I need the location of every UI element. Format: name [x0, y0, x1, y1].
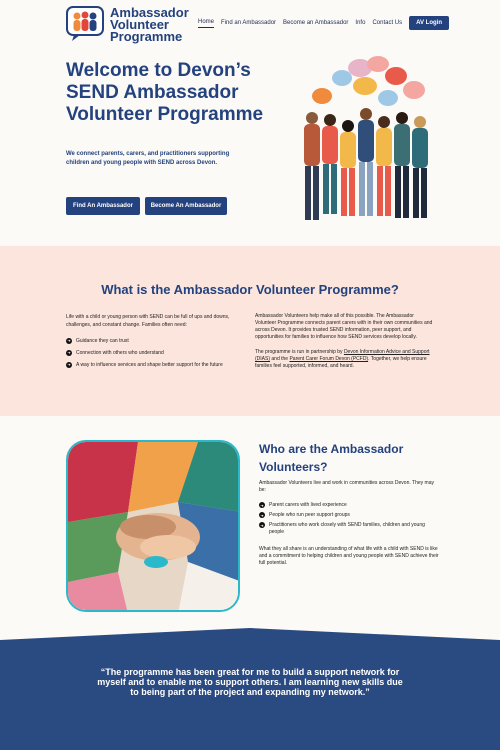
arrow-right-icon: ➜	[260, 502, 264, 508]
nav-become-ambassador[interactable]: Become an Ambassador	[283, 20, 349, 26]
who-title: Who are the Ambassador Volunteers?	[259, 442, 404, 474]
find-ambassador-button[interactable]: Find An Ambassador	[66, 197, 140, 215]
arrow-right-icon: ➜	[67, 338, 71, 343]
list-item: ➜ Practitioners who work closely with SEND families, children and young people	[260, 522, 425, 535]
nav-find-ambassador[interactable]: Find an Ambassador	[221, 20, 277, 26]
who-body	[259, 480, 439, 567]
hands-photo	[66, 440, 240, 612]
hands-together-image	[68, 442, 240, 612]
what-is-left-column	[66, 313, 241, 373]
list-item: ➜ A way to influence services and shape better support for the future	[67, 362, 223, 368]
site-header	[0, 0, 500, 48]
needs-list	[66, 337, 241, 369]
logo-line-1: Ambassador	[110, 5, 189, 20]
pcfd-link[interactable]: Parent Carer Forum Devon (PCFD)	[289, 356, 369, 362]
list-item: ➜ People who run peer support groups	[260, 512, 350, 518]
arrow-right-icon: ➜	[67, 362, 71, 367]
arrow-right-icon: ➜	[260, 512, 264, 518]
what-is-paragraph-2: The programme is run in partnership by Devon Information Advice and Support (DIAS) and the Parent Carer Forum Devon (PCFD). Together, we help ensure families feel supported, informed, and heard.	[255, 349, 430, 369]
list-item: ➜ Connection with others who understand	[67, 350, 164, 356]
dias-link[interactable]: Devon Information Advice and Support (DIAS)	[255, 349, 430, 362]
who-intro: Ambassador Volunteers live and work in communities across Devon. They may be:	[259, 480, 434, 493]
arrow-right-icon: ➜	[260, 522, 264, 528]
logo-line-2: Volunteer	[110, 17, 169, 32]
arrow-right-icon: ➜	[67, 350, 71, 355]
testimonial-quote: “The programme has been great for me to build a support network for myself and to enable me to support others. I am learning new skills due to being part of the project and expanding my network.”	[97, 667, 403, 697]
nav-home[interactable]: Home	[198, 19, 214, 28]
become-ambassador-button[interactable]: Become An Ambassador	[145, 197, 227, 215]
nav-contact[interactable]: Contact Us	[372, 20, 403, 26]
logo-wordmark[interactable]	[110, 7, 189, 43]
nav-info[interactable]: Info	[355, 20, 366, 26]
hero-subtitle: We connect parents, carers, and practitioners supporting children and young people with SEND across Devon.	[66, 151, 230, 166]
what-is-paragraph-1: Ambassador Volunteers help make all of this possible. The Ambassador Volunteer Programme connects parent carers with in their own communities and across Devon. It provides trusted SEND information, peer support, and opportunities for families to influence how SEND services develop locally.	[255, 313, 433, 340]
what-is-title: What is the Ambassador Volunteer Programme?	[101, 282, 399, 297]
hero-illustration	[290, 56, 440, 231]
list-item: ➜ Parent carers with lived experience	[260, 502, 347, 508]
logo-icon[interactable]	[66, 6, 106, 42]
volunteer-types-list	[259, 502, 439, 536]
what-is-right-column	[255, 313, 435, 370]
main-nav	[198, 16, 449, 30]
what-is-intro: Life with a child or young person with SEND can be full of ups and downs, challenges, and constant change. Families often need:	[66, 314, 230, 328]
logo-line-3: Programme	[110, 29, 183, 44]
av-login-button[interactable]: AV Login	[409, 16, 449, 30]
list-item: ➜ Guidance they can trust	[67, 338, 129, 344]
hero-title: Welcome to Devon’s SEND Ambassador Volunteer Programme	[66, 60, 264, 125]
who-closing: What they all share is an understanding of what life with a child with SEND is like and a commitment to helping children and young people with SEND achieve their full potential.	[259, 546, 439, 566]
